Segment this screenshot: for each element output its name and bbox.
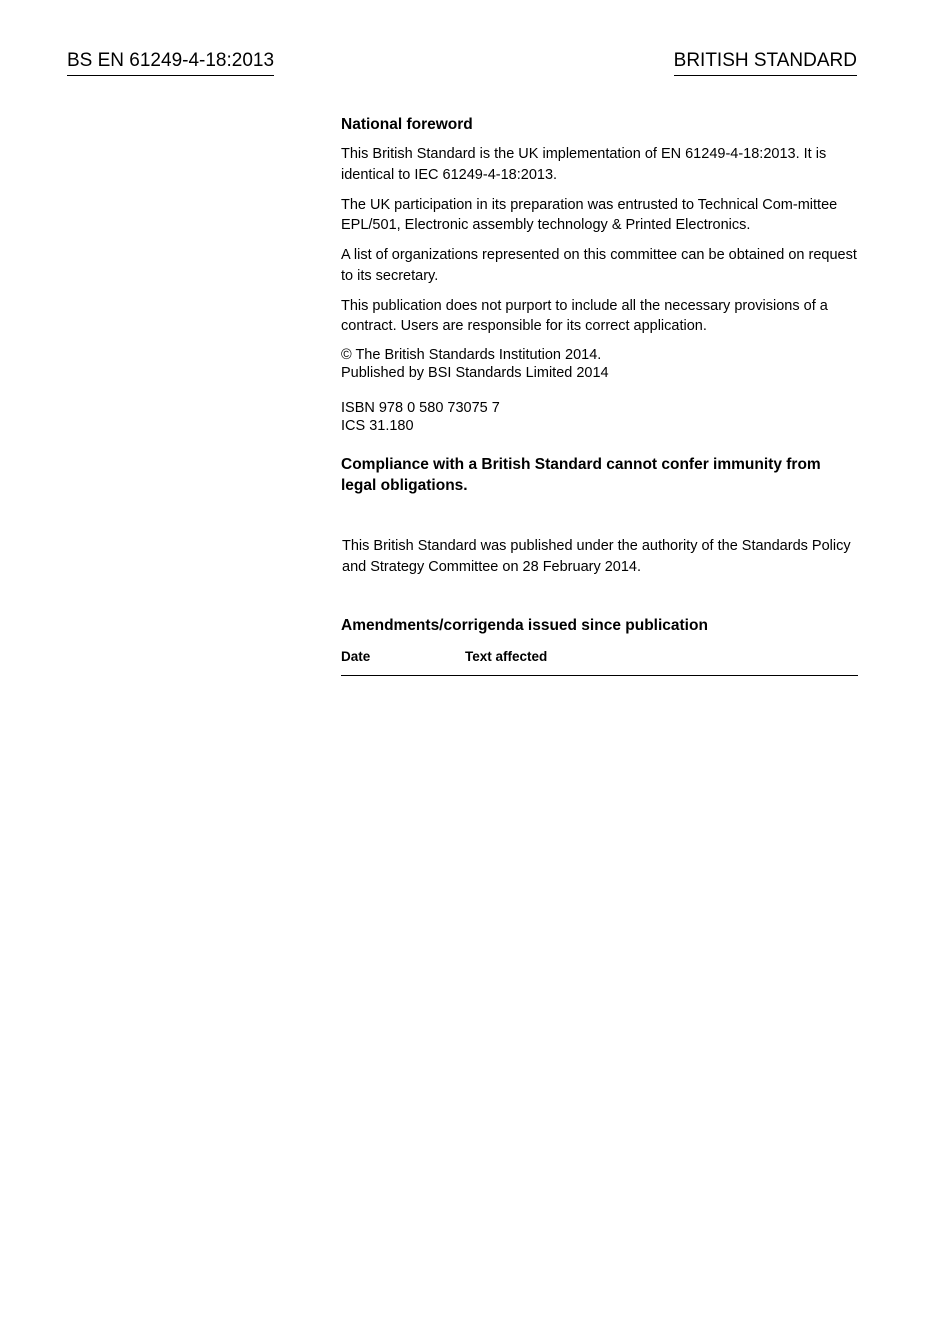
header-doc-number: BS EN 61249-4-18:2013	[67, 49, 274, 76]
amendments-title: Amendments/corrigenda issued since publication	[341, 617, 708, 634]
foreword-paragraph-provisions: This publication does not purport to include all the necessary provisions of a contract. Users are responsible for its correct application.	[341, 297, 828, 334]
isbn-line: ISBN 978 0 580 73075 7	[341, 400, 500, 416]
header-doc-type: BRITISH STANDARD	[674, 49, 857, 76]
foreword-column	[341, 114, 858, 676]
published-line: Published by BSI Standards Limited 2014	[341, 365, 609, 381]
foreword-paragraph-organizations: A list of organizations represented on this committee can be obtained on request to its secretary.	[341, 247, 857, 284]
amendments-column-text-affected: Text affected	[465, 649, 548, 664]
ics-line: ICS 31.180	[341, 418, 414, 434]
foreword-paragraph-committee: The UK participation in its preparation was entrusted to Technical Com-mittee EPL/501, Electronic assembly technology & Printed Electronics.	[341, 196, 838, 233]
amendments-table-header	[341, 648, 858, 676]
foreword-paragraph-implementation: This British Standard is the UK implementation of EN 61249-4-18:2013. It is identical to IEC 61249-4-18:2013.	[341, 146, 827, 183]
amendments-column-date: Date	[341, 649, 371, 664]
authority-statement: This British Standard was published under the authority of the Standards Policy and Strategy Committee on 28 February 2014.	[342, 538, 851, 575]
isbn-block	[341, 399, 858, 435]
compliance-statement: Compliance with a British Standard cannot confer immunity from legal obligations.	[341, 456, 821, 494]
copyright-line: © The British Standards Institution 2014.	[341, 347, 602, 363]
copyright-block	[341, 346, 858, 382]
foreword-title: National foreword	[341, 116, 473, 133]
